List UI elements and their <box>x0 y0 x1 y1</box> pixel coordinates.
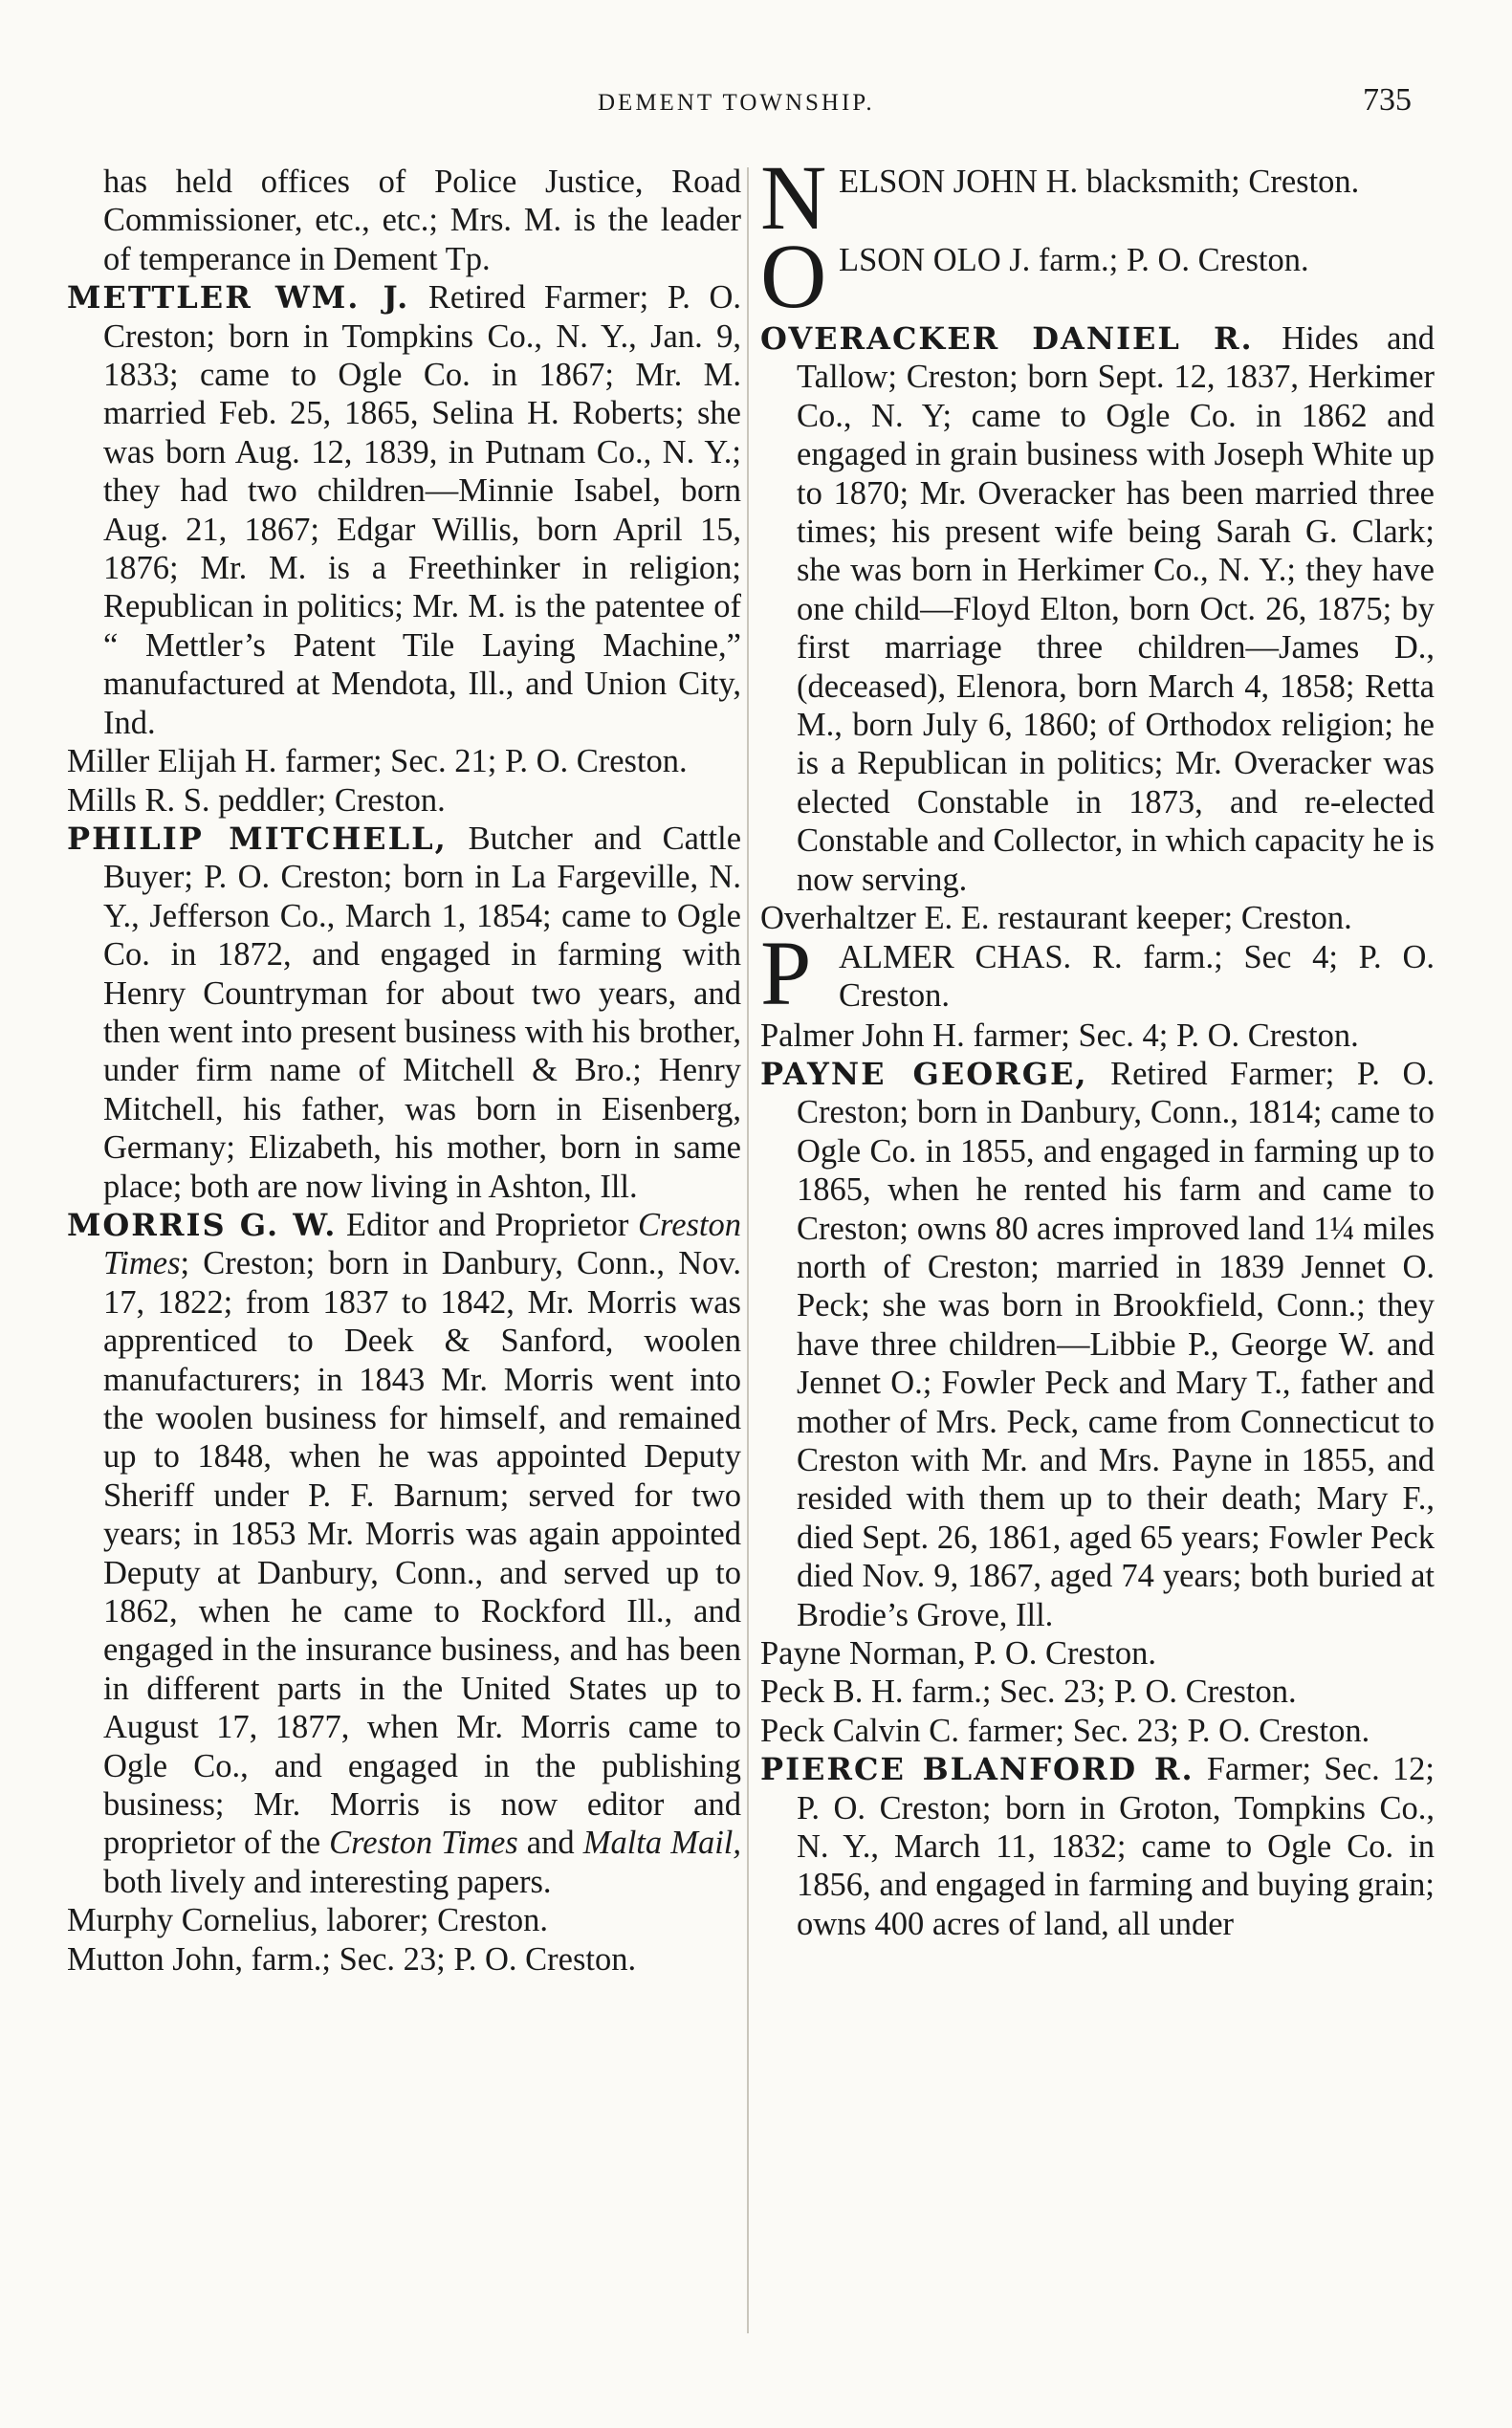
entry-nelson <box>760 146 1435 249</box>
newspaper-title: Creston Times <box>329 1825 518 1862</box>
entry-mills <box>67 781 741 820</box>
newspaper-title: Creston Times <box>103 1206 742 1282</box>
entry-peck-bh <box>760 1673 1435 1711</box>
entry-text: Overhaltzer E. E. restaurant keeper; Creston. <box>760 900 1352 937</box>
newspaper-title: Malta Mail, <box>582 1825 741 1862</box>
drop-cap: O <box>760 225 827 327</box>
entry-name: PHILIP MITCHELL, <box>67 820 448 857</box>
entry-text-before: Editor and Proprietor <box>337 1206 639 1243</box>
entry-text: Palmer John H. farmer; Sec. 4; P. O. Creston. <box>760 1017 1359 1054</box>
entry-text: Mills R. S. peddler; Creston. <box>67 781 446 819</box>
entry-text: Peck Calvin C. farmer; Sec. 23; P. O. Creston. <box>760 1712 1370 1749</box>
entry-overacker <box>760 319 1435 899</box>
entry-text: ; Creston; born in Danbury, Conn., Nov. 17, 1822; from 1837 to 1842, Mr. Morris was apprenticed to Deek & Sanford, woolen manufacturers; in 1843 Mr. Morris went into the woolen business for himself, and remained up to 1848, when he was appointed Deputy Sheriff under P. F. Barnum; served for two years; in 1853 Mr. Morris was again appointed Deputy at Danbury, Conn., and served up to 1862, when he came to Rockford Ill., and engaged in the insurance business, and has been in different parts in the United States up to August 17, 1877, when Mr. Morris came to Ogle Co., and engaged in the publishing business; Mr. Morris is now editor and proprietor of the <box>103 1245 741 1862</box>
entry-mettler <box>67 278 741 742</box>
entry-text-end: both lively and interesting papers. <box>103 1863 552 1900</box>
left-column <box>67 163 741 1979</box>
entry-payne-norman <box>760 1634 1435 1673</box>
entry-text: Retired Farmer; P. O. Creston; born in Tompkins Co., N. Y., Jan. 9, 1833; came to Ogle Co. in 1867; Mr. M. married Feb. 25, 1865, Selina H. Roberts; she was born Aug. 12, 1839, in Putnam Co., N. Y.; they had two children—Minnie Isabel, born Aug. 21, 1867; Edgar Willis, born April 15, 1876; Mr. M. is a Freethinker in religion; Republican in politics; Mr. M. is the patentee of “ Mettler’s Patent Tile Laying Machine,” manufactured at Mendota, Ill., and Union City, Ind. <box>103 279 741 741</box>
entry-text: Payne Norman, P. O. Creston. <box>760 1635 1156 1672</box>
entry-palmer-chas <box>760 921 1435 1024</box>
entry-mutton <box>67 1940 741 1979</box>
entry-text-mid: and <box>517 1825 583 1862</box>
entry-text: Retired Farmer; P. O. Creston; born in Danbury, Conn., 1814; came to Ogle Co. in 1855, and engaged in farming up to 1865, when he rented his farm and came to Creston; owns 80 acres improved land 1¼ miles north of Creston; married in 1839 Jennet O. Peck; she was born in Brookfield, Conn.; they have three children—Libbie P., George W. and Jennet O.; Fowler Peck and Mary T., father and mother of Mrs. Peck, came from Connecticut to Creston with Mr. and Mrs. Payne in 1855, and resided with them up to their death; Mary F., died Sept. 26, 1861, aged 65 years; Fowler Peck died Nov. 9, 1867, aged 74 years; both buried at Brodie’s Grove, Ill. <box>797 1055 1435 1633</box>
entry-name: METTLER WM. J. <box>67 279 410 317</box>
right-column <box>760 146 1435 1943</box>
column-divider <box>747 167 749 2333</box>
drop-cap: N <box>760 146 827 249</box>
entry-pierce <box>760 1750 1435 1943</box>
entry-peck-calvin <box>760 1712 1435 1750</box>
entry-name: PIERCE BLANFORD R. <box>760 1751 1194 1788</box>
entry-palmer-john <box>760 1017 1435 1055</box>
entry-text: Peck B. H. farm.; Sec. 23; P. O. Creston. <box>760 1673 1297 1711</box>
entry-continuation <box>67 163 741 278</box>
entry-text: has held offices of Police Justice, Road Commissioner, etc., etc.; Mrs. M. is the leader of temperance in Dement Tp. <box>103 164 741 277</box>
entry-text: ALMER CHAS. R. farm.; Sec 4; P. O. Creston. <box>839 938 1435 1014</box>
entry-name: OVERACKER DANIEL R. <box>760 320 1254 357</box>
page-number: 735 <box>1363 82 1412 118</box>
entry-payne-george <box>760 1055 1435 1634</box>
entry-olson <box>760 225 1435 327</box>
entry-miller <box>67 742 741 780</box>
entry-text: Butcher and Cattle Buyer; P. O. Creston; born in La Fargeville, N. Y., Jefferson Co., March 1, 1854; came to Ogle Co. in 1872, and engaged in farming with Henry Countryman for about two years, and then went into present business with his brother, under firm name of Mitchell & Bro.; Henry Mitchell, his father, was born in Eisenberg, Germany; Elizabeth, his mother, born in same place; both are now living in Ashton, Ill. <box>103 820 742 1205</box>
entry-text: Murphy Cornelius, laborer; Creston. <box>67 1902 549 1939</box>
entry-morris <box>67 1206 741 1901</box>
entry-name: PAYNE GEORGE, <box>760 1055 1088 1092</box>
entry-overhaltzer <box>760 899 1435 937</box>
entry-text: LSON OLO J. farm.; P. O. Creston. <box>839 242 1309 278</box>
running-title: DEMENT TOWNSHIP. <box>598 90 875 116</box>
entry-text: Mutton John, farm.; Sec. 23; P. O. Creston. <box>67 1940 637 1978</box>
entry-text: ELSON JOHN H. blacksmith; Creston. <box>839 164 1360 200</box>
entry-mitchell <box>67 820 741 1206</box>
drop-cap: P <box>760 921 812 1024</box>
entry-text: Farmer; Sec. 12; P. O. Creston; born in Groton, Tompkins Co., N. Y., March 11, 1832; came to Ogle Co. in 1856, and engaged in farming and buying grain; owns 400 acres of land, all under <box>797 1751 1435 1942</box>
entry-text: Hides and Tallow; Creston; born Sept. 12, 1837, Herkimer Co., N. Y; came to Ogle Co. in 1862 and engaged in grain business with Joseph White up to 1870; Mr. Overacker has been married three times; his present wife being Sarah G. Clark; she was born in Herkimer Co., N. Y.; they have one child—Floyd Elton, born Oct. 26, 1875; by first marriage three children—James D., (deceased), Elenora, born March 4, 1858; Retta M., born July 6, 1860; of Orthodox religion; he is a Republican in politics; Mr. Overacker was elected Constable in 1873, and re-elected Constable and Collector, in which capacity he is now serving. <box>797 320 1435 898</box>
entry-text: Miller Elijah H. farmer; Sec. 21; P. O. Creston. <box>67 743 688 780</box>
entry-name: MORRIS G. W. <box>67 1206 338 1243</box>
running-head <box>0 80 1512 119</box>
entry-murphy <box>67 1901 741 1939</box>
